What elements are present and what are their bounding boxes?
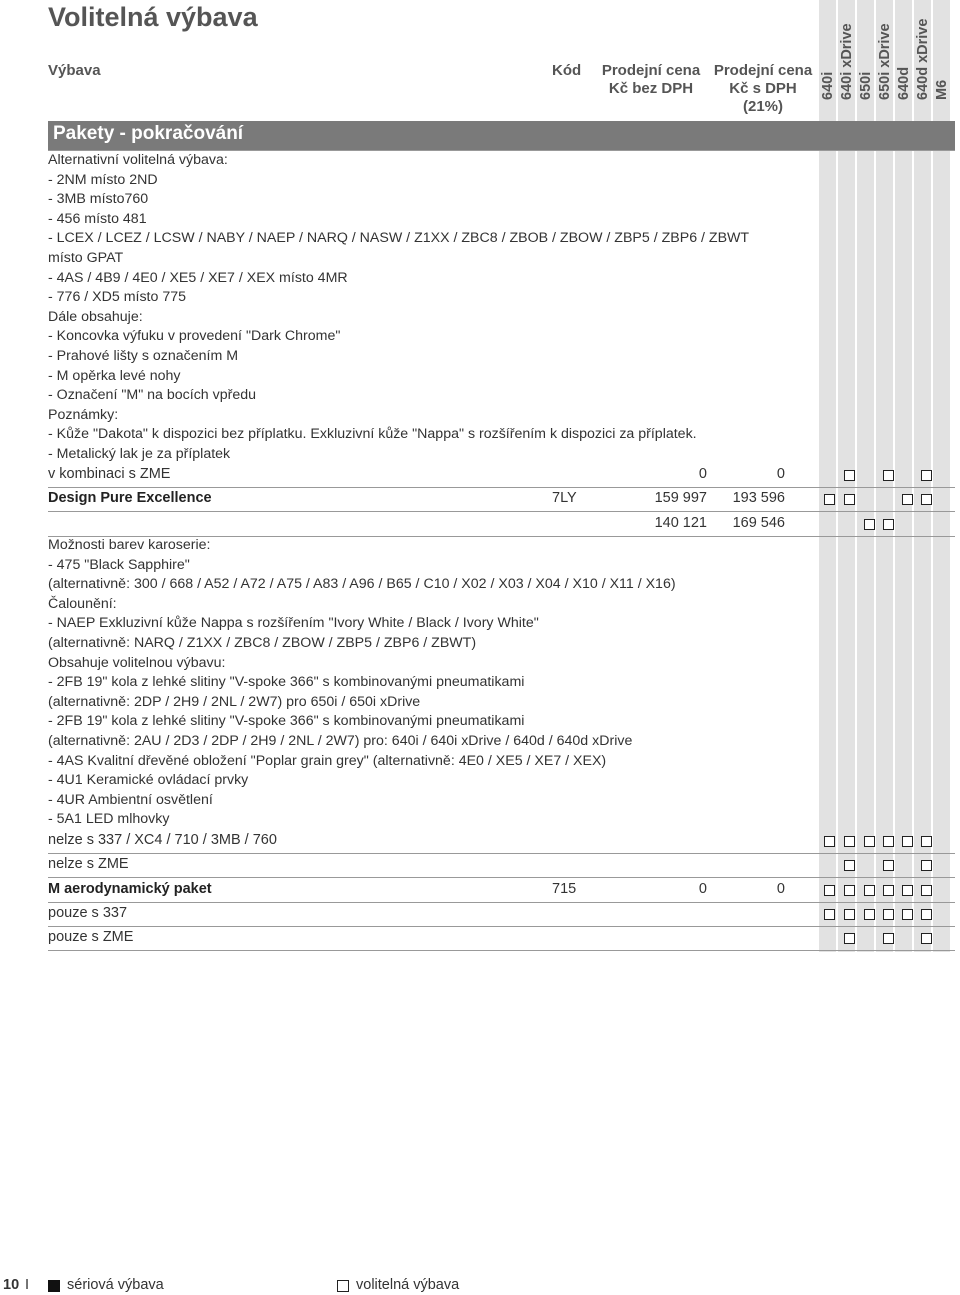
model-header-label: 640i xDrive [838, 23, 855, 100]
text-line: Čalounění: [48, 595, 117, 612]
optional-checkbox-icon [844, 836, 855, 847]
model-header-label: 640i [819, 71, 836, 100]
row-price-no-vat: 140 121 [654, 514, 707, 531]
model-header-label: 650i [857, 71, 874, 100]
model-header [931, 4, 952, 116]
text-line: Dále obsahuje: [48, 308, 143, 325]
optional-checkbox-icon [902, 909, 913, 920]
optional-checkbox-icon [902, 836, 913, 847]
optional-checkbox-icon [921, 933, 932, 944]
text-line: - Koncovka výfuku v provedení "Dark Chrome" [48, 328, 341, 345]
row-price-no-vat: 0 [698, 880, 707, 897]
text-line: - Označení "M" na bocích vpředu [48, 387, 257, 404]
row-label: pouze s ZME [48, 929, 134, 946]
optional-checkbox-icon [883, 519, 894, 530]
table-row [48, 829, 955, 854]
optional-checkbox-icon [824, 836, 835, 847]
text-line: Alternativní volitelná výbava: [48, 152, 228, 168]
header-vybava: Výbava [48, 62, 101, 79]
text-line: místo GPAT [48, 249, 124, 266]
optional-checkbox-icon [883, 909, 894, 920]
design-pure-excellence-description [48, 536, 808, 830]
optional-checkbox-icon [921, 836, 932, 847]
row-price-vat: 0 [776, 466, 785, 482]
optional-checkbox-icon [921, 909, 932, 920]
row-label: Design Pure Excellence [48, 490, 212, 507]
text-line: - 4AS Kvalitní dřevěné obložení "Poplar grain grey" (alternativně: 4E0 / XE5 / XE7 / XEX) [48, 752, 607, 769]
text-line: - Metalický lak je za příplatek [48, 445, 231, 462]
text-line: - NAEP Exkluzivní kůže Nappa s rozšířením "Ivory White / Black / Ivory White" [48, 615, 539, 632]
text-line: - 4UR Ambientní osvětlení [48, 791, 213, 808]
text-line: - 2FB 19" kola z lehké slitiny "V-spoke 366" s kombinovanými pneumatikami [48, 713, 525, 730]
row-price-no-vat: 0 [698, 466, 707, 482]
table-row [48, 512, 955, 537]
row-label: pouze s 337 [48, 904, 128, 921]
header-kod: Kód [552, 62, 582, 79]
optional-checkbox-icon [864, 519, 875, 530]
text-line: - Prahové lišty s označením M [48, 347, 239, 364]
row-price-vat: 169 546 [732, 514, 785, 531]
header-price-no-vat [596, 62, 706, 98]
row-price-vat: 193 596 [732, 490, 785, 507]
optional-checkbox-icon [921, 494, 932, 505]
header-price-vat-line3: (21%) [742, 98, 783, 115]
row-label: nelze s 337 / XC4 / 710 / 3MB / 760 [48, 832, 277, 848]
header-price-no-vat-line1: Prodejní cena [601, 62, 701, 79]
model-header [817, 4, 838, 116]
package-description [48, 151, 808, 465]
text-line: - 5A1 LED mlhovky [48, 811, 170, 828]
table-row [48, 487, 955, 512]
text-line: (alternativně: 2AU / 2D3 / 2DP / 2H9 / 2NL / 2W7) pro: 640i / 640i xDrive / 640d / 640d xDrive [48, 732, 633, 749]
model-header [855, 4, 876, 116]
row-code: 715 [552, 880, 577, 897]
optional-equipment-icon [337, 1280, 349, 1292]
page-title: Volitelná výbava [48, 2, 258, 32]
header-price-vat-line1: Prodejní cena [713, 62, 813, 79]
footer-separator: I [25, 1277, 30, 1293]
text-line: - 456 místo 481 [48, 210, 147, 227]
optional-checkbox-icon [824, 494, 835, 505]
page-number: 10 [3, 1277, 20, 1293]
optional-checkbox-icon [864, 909, 875, 920]
text-line: - 2FB 19" kola z lehké slitiny "V-spoke 366" s kombinovanými pneumatikami [48, 674, 525, 691]
text-line: Možnosti barev karoserie: [48, 537, 211, 553]
model-header [893, 4, 914, 116]
text-line: - Kůže "Dakota" k dispozici bez příplatku. Exkluzivní kůže "Nappa" s rozšířením k dispozici za příplatek. [48, 426, 697, 443]
optional-checkbox-icon [921, 470, 932, 481]
model-header [874, 4, 895, 116]
optional-checkbox-icon [921, 885, 932, 896]
section-bar [48, 121, 955, 150]
text-line: - M opěrka levé nohy [48, 367, 181, 384]
model-header-label: 640d [895, 66, 912, 100]
optional-checkbox-icon [902, 494, 913, 505]
text-line: (alternativně: 300 / 668 / A52 / A72 / A75 / A83 / A96 / B65 / C10 / X02 / X03 / X04 / X10 / X11 / X16) [48, 576, 676, 593]
table-row [48, 853, 955, 878]
text-line: - 4U1 Keramické ovládací prvky [48, 772, 249, 789]
row-code: 7LY [552, 490, 577, 507]
legend-optional: volitelná výbava [356, 1277, 460, 1293]
optional-checkbox-icon [864, 836, 875, 847]
optional-checkbox-icon [844, 885, 855, 896]
text-line: (alternativně: NARQ / Z1XX / ZBC8 / ZBOW / ZBP5 / ZBP6 / ZBWT) [48, 634, 477, 651]
legend-standard: sériová výbava [67, 1277, 164, 1293]
optional-checkbox-icon [824, 909, 835, 920]
optional-checkbox-icon [883, 860, 894, 871]
section-title: Pakety - pokračování [53, 123, 244, 144]
header-price-no-vat-line2: Kč bez DPH [608, 80, 694, 97]
row-label: nelze s ZME [48, 856, 129, 873]
optional-checkbox-icon [844, 494, 855, 505]
optional-checkbox-icon [844, 470, 855, 481]
table-row [48, 463, 955, 488]
text-line: - 4AS / 4B9 / 4E0 / XE5 / XE7 / XEX místo 4MR [48, 269, 348, 286]
optional-checkbox-icon [883, 470, 894, 481]
model-header-label: M6 [933, 79, 950, 100]
model-header [836, 4, 857, 116]
optional-checkbox-icon [921, 860, 932, 871]
text-line: Poznámky: [48, 406, 119, 423]
standard-equipment-icon [48, 1280, 60, 1292]
text-line: (alternativně: 2DP / 2H9 / 2NL / 2W7) pro 650i / 650i xDrive [48, 693, 421, 710]
model-header [912, 4, 933, 116]
text-line: - 3MB místo760 [48, 191, 149, 208]
optional-checkbox-icon [864, 885, 875, 896]
optional-checkbox-icon [844, 860, 855, 871]
optional-checkbox-icon [902, 885, 913, 896]
row-label: M aerodynamický paket [48, 880, 212, 897]
table-row [48, 878, 955, 903]
text-line: Obsahuje volitelnou výbavu: [48, 654, 226, 671]
table-row [48, 926, 955, 951]
model-header-label: 640d xDrive [914, 18, 931, 100]
row-label: v kombinaci s ZME [48, 466, 171, 482]
model-header-label: 650i xDrive [876, 23, 893, 100]
optional-checkbox-icon [824, 885, 835, 896]
row-price-vat: 0 [776, 880, 785, 897]
table-row [48, 902, 955, 927]
row-price-no-vat: 159 997 [654, 490, 707, 507]
optional-checkbox-icon [883, 885, 894, 896]
optional-checkbox-icon [844, 933, 855, 944]
optional-checkbox-icon [883, 836, 894, 847]
text-line: - LCEX / LCEZ / LCSW / NABY / NAEP / NARQ / NASW / Z1XX / ZBC8 / ZBOB / ZBOW / ZBP5 / ZBP6 / ZBWT [48, 230, 750, 247]
header-price-vat-line2: Kč s DPH [729, 80, 797, 97]
text-line: - 2NM místo 2ND [48, 171, 158, 188]
optional-checkbox-icon [883, 933, 894, 944]
optional-checkbox-icon [844, 909, 855, 920]
header-price-vat [708, 62, 818, 116]
text-line: - 475 "Black Sapphire" [48, 556, 190, 573]
text-line: - 776 / XD5 místo 775 [48, 289, 187, 306]
